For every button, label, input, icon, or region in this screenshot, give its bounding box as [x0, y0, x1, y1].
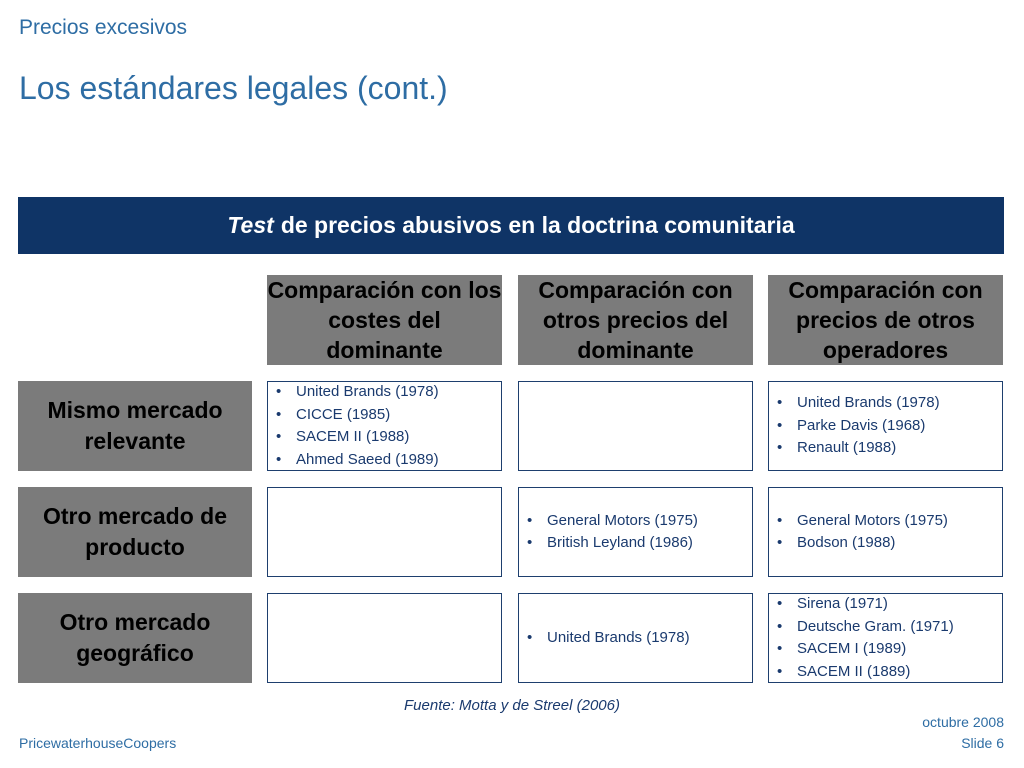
case-item: • Ahmed Saeed (1989) [276, 449, 439, 472]
case-item: • Bodson (1988) [777, 532, 948, 555]
case-item: • United Brands (1978) [527, 627, 690, 650]
case-list [268, 381, 439, 471]
case-list [769, 593, 954, 683]
section-title: Precios excesivos [19, 16, 188, 39]
case-item: • Parke Davis (1968) [777, 415, 940, 438]
row-header-other-geographic: Otro mercado geográfico [18, 593, 252, 683]
case-item: • SACEM II (1889) [777, 661, 954, 684]
cell-other-geographic-costs [267, 593, 502, 683]
cell-other-geographic-other-operators [768, 593, 1003, 683]
case-list [769, 510, 948, 555]
cell-same-market-other-operators [768, 381, 1003, 471]
case-item: • CICCE (1985) [276, 404, 439, 427]
case-item: • United Brands (1978) [276, 381, 439, 404]
footer-date: octubre 2008 [922, 714, 1004, 730]
footer-company: PricewaterhouseCoopers [19, 735, 177, 751]
slide-number: Slide 6 [961, 735, 1004, 751]
case-item: • General Motors (1975) [527, 510, 698, 533]
case-item: • Sirena (1971) [777, 593, 954, 616]
cell-other-product-costs [267, 487, 502, 577]
case-item: • SACEM II (1988) [276, 426, 439, 449]
cell-same-market-costs [267, 381, 502, 471]
banner-text: de precios abusivos en la doctrina comunitaria [280, 212, 795, 238]
case-list [519, 510, 698, 555]
case-item: • Renault (1988) [777, 437, 940, 460]
column-header-other-operators: Comparación con precios de otros operadores [768, 275, 1003, 365]
case-item: • SACEM I (1989) [777, 638, 954, 661]
cell-other-geographic-own-prices [518, 593, 753, 683]
cell-other-product-own-prices [518, 487, 753, 577]
slide-title: Los estándares legales (cont.) [19, 70, 448, 106]
case-item: • British Leyland (1986) [527, 532, 698, 555]
case-item: • United Brands (1978) [777, 392, 940, 415]
case-list [769, 392, 940, 460]
source-note: Fuente: Motta y de Streel (2006) [404, 697, 620, 714]
table-banner [18, 197, 1004, 254]
cell-other-product-other-operators [768, 487, 1003, 577]
column-header-costs: Comparación con los costes del dominante [267, 277, 502, 363]
cell-same-market-own-prices [518, 381, 753, 471]
case-list [519, 627, 690, 650]
row-header-same-market: Mismo mercado relevante [18, 381, 252, 471]
case-item: • General Motors (1975) [777, 510, 948, 533]
case-item: • Deutsche Gram. (1971) [777, 616, 954, 639]
column-header-own-prices: Comparación con otros precios del dominante [518, 275, 753, 365]
banner-italic-word: Test [227, 212, 274, 238]
row-header-other-product: Otro mercado de producto [18, 487, 252, 577]
